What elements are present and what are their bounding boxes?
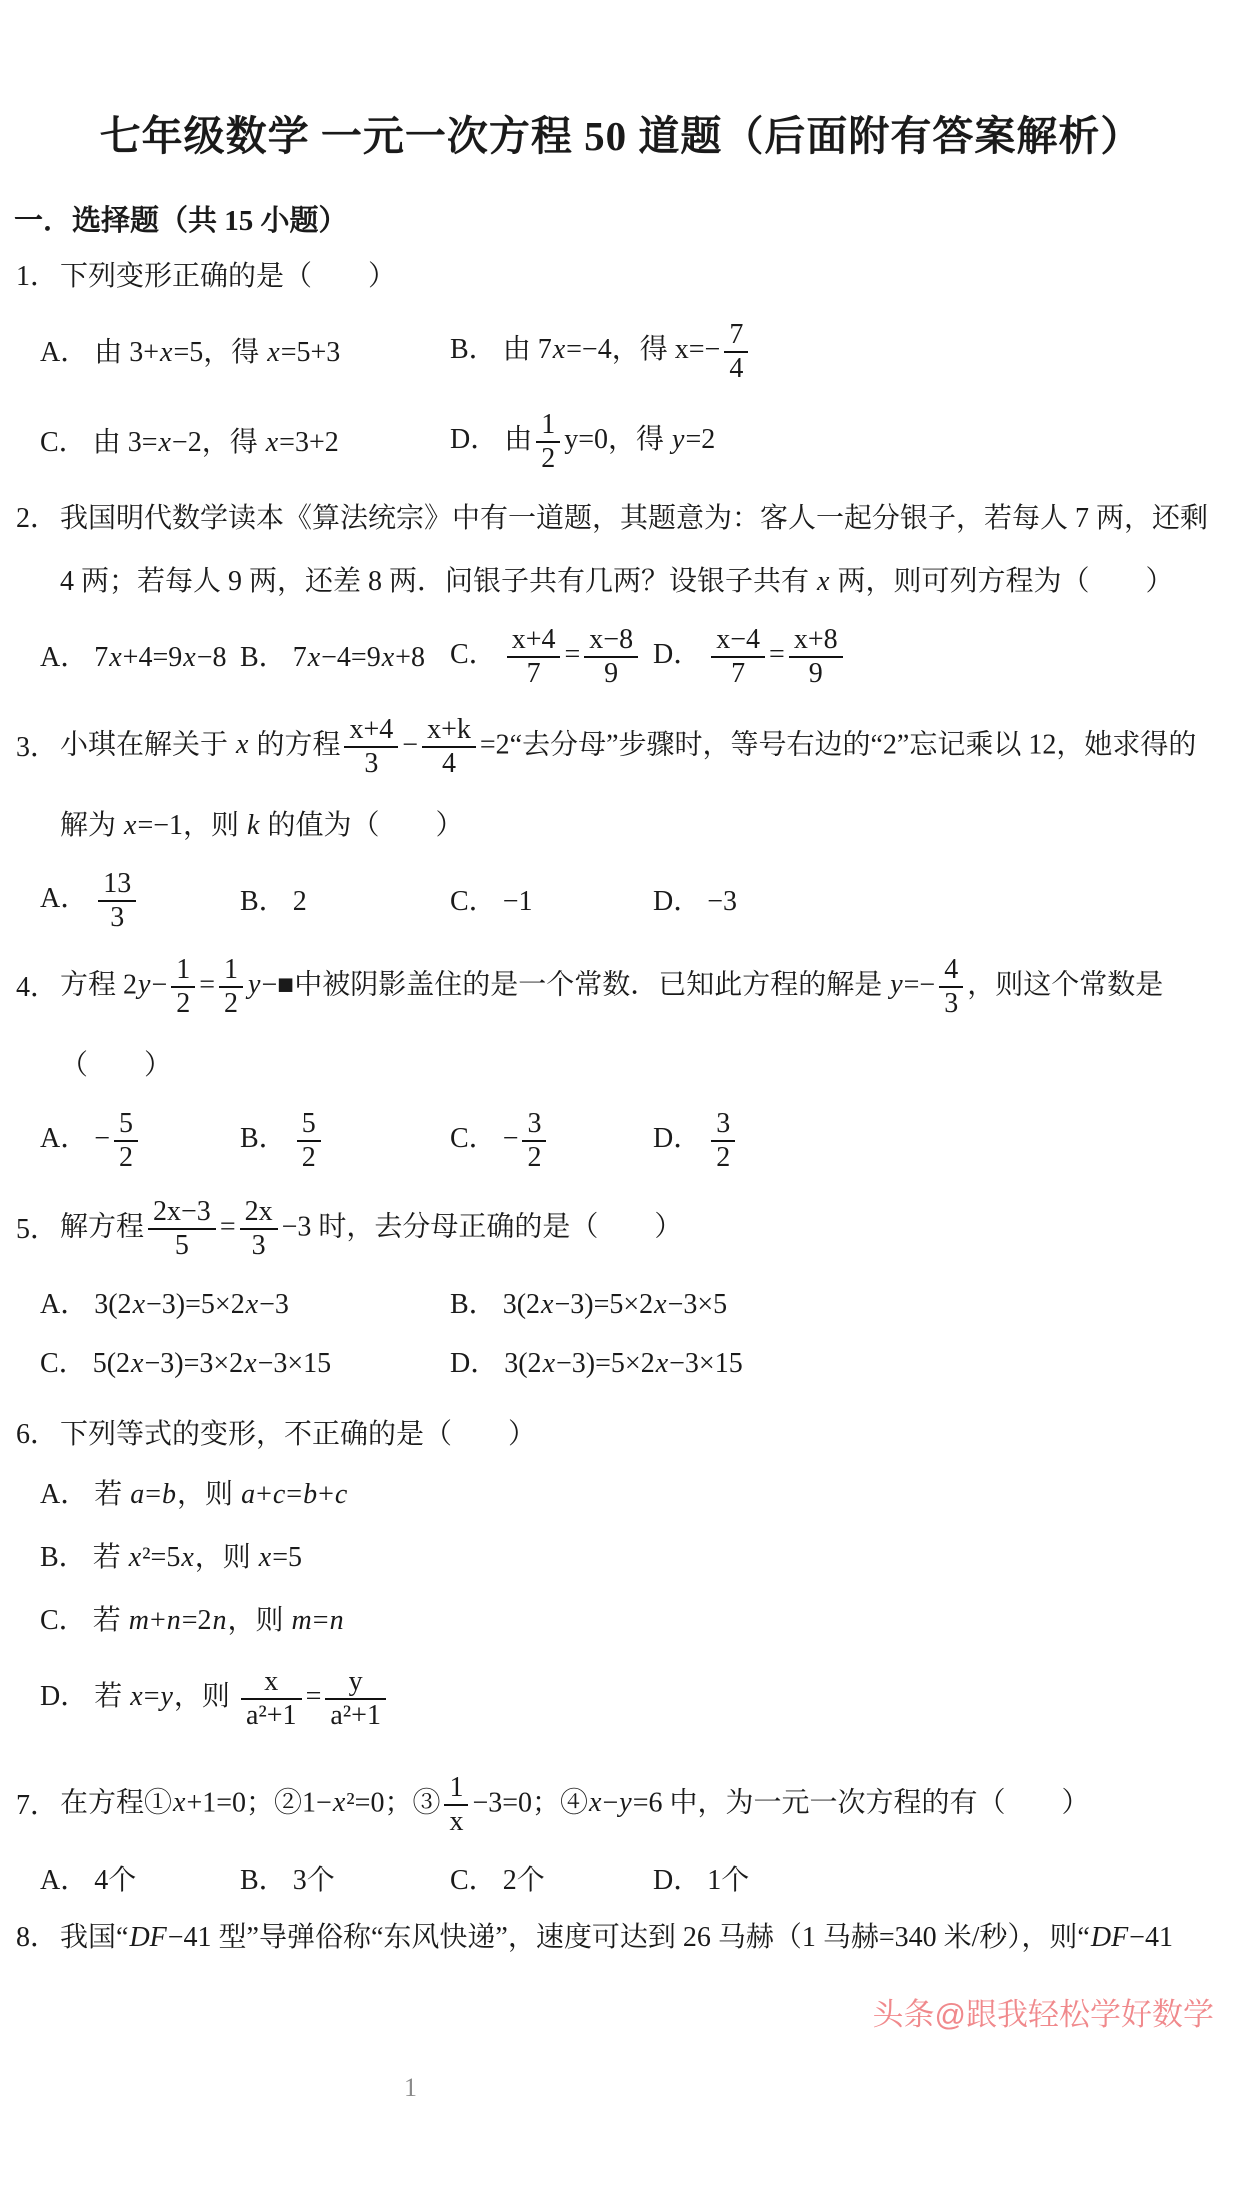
question-number: 6． bbox=[16, 1419, 59, 1450]
option-content bbox=[707, 1108, 739, 1173]
fraction-numerator: 5 bbox=[301, 1108, 316, 1139]
math-variable: n bbox=[212, 1605, 227, 1636]
option-label: D． bbox=[40, 1681, 89, 1713]
option-content: −3 bbox=[707, 885, 738, 917]
fraction-numerator: 2x bbox=[244, 1196, 273, 1227]
math-variable: x bbox=[655, 1348, 669, 1379]
fraction-denominator: a²+1 bbox=[241, 1698, 302, 1731]
option-a bbox=[40, 641, 240, 674]
option-label: B． bbox=[450, 334, 497, 366]
fraction-denominator: 7 bbox=[711, 656, 765, 689]
math-variable: x bbox=[183, 641, 196, 673]
question-stem: 我国“DF−41 型”导弹俗称“东风快递”，速度可达到 26 马赫（1 马赫=340 米/秒），则“DF−41 bbox=[60, 1922, 1173, 1953]
option-content bbox=[94, 868, 140, 933]
option-label: D． bbox=[653, 1123, 702, 1155]
fraction-numerator: 4 bbox=[944, 954, 959, 985]
fraction-numerator: 1 bbox=[541, 409, 556, 440]
section-heading: 一．选择题（共 15 小题） bbox=[14, 205, 348, 237]
option-content: 3个 bbox=[292, 1865, 335, 1896]
options-grid bbox=[40, 869, 1216, 933]
fraction-denominator: 2 bbox=[711, 1140, 735, 1173]
option-a bbox=[40, 336, 450, 369]
fraction-denominator: 3 bbox=[344, 746, 398, 779]
fraction-denominator: 5 bbox=[148, 1228, 216, 1261]
option-d bbox=[450, 1347, 1216, 1380]
question-stem: 在方程①x+1=0；②1−x²=0；③ $\frac{1}{x}$ −3=0；④x−y=6 中，为一元一次方程的有（ ） bbox=[60, 1772, 1090, 1837]
option-content: 由 $\frac{1}{2}$ y=0，得 y=2 bbox=[504, 409, 716, 474]
fraction-denominator: 3 bbox=[240, 1228, 278, 1261]
fraction-numerator: x+k bbox=[427, 714, 471, 745]
options-grid bbox=[40, 1864, 1216, 1897]
math-variable: c bbox=[272, 1479, 286, 1510]
options-list bbox=[40, 1478, 1216, 1731]
option-d bbox=[40, 1667, 1216, 1731]
option-a bbox=[40, 1478, 1216, 1511]
question-stem: 我国明代数学读本《算法统宗》中有一道题，其题意为：客人一起分银子，若每人 7 两，还剩 bbox=[60, 503, 1209, 534]
option-label: A． bbox=[40, 641, 89, 673]
math-variable: x bbox=[181, 1542, 194, 1573]
fraction-denominator: 3 bbox=[939, 986, 963, 1019]
math-variable: x bbox=[132, 1289, 145, 1320]
math-variable: x bbox=[128, 1542, 142, 1573]
math-variable: x bbox=[307, 641, 321, 673]
question-stem-line-2: 4 两；若每人 9 两，还差 8 两．问银子共有几两？设银子共有 x 两，则可列方程为（ ） bbox=[60, 566, 1174, 597]
option-c bbox=[450, 1864, 653, 1897]
fraction bbox=[711, 625, 765, 689]
question-7 bbox=[16, 1773, 1216, 1897]
option-c bbox=[40, 426, 450, 459]
option-content: 1个 bbox=[707, 1865, 750, 1896]
fraction-denominator: 7 bbox=[507, 656, 561, 689]
option-b bbox=[450, 320, 1216, 384]
fraction bbox=[325, 1667, 386, 1731]
option-content bbox=[293, 1108, 325, 1173]
option-c bbox=[450, 885, 653, 918]
option-a bbox=[40, 1864, 240, 1897]
math-variable: a bbox=[130, 1479, 145, 1510]
math-variable: x bbox=[541, 1289, 554, 1320]
option-label: C． bbox=[450, 885, 497, 917]
option-label: C． bbox=[40, 1605, 87, 1636]
fraction bbox=[98, 869, 136, 933]
page-number: 1 bbox=[404, 2073, 417, 2102]
option-content: 由 7x=−4，得 x=− $\frac{7}{4}$ bbox=[503, 334, 753, 365]
option-d bbox=[653, 625, 1216, 689]
question-8 bbox=[16, 1921, 1216, 1954]
fraction-denominator: 9 bbox=[584, 656, 638, 689]
option-a bbox=[40, 1288, 450, 1321]
math-variable: b bbox=[303, 1479, 318, 1510]
option-label: A． bbox=[40, 883, 89, 915]
math-variable: m bbox=[291, 1605, 312, 1636]
option-content: 由 3=x−2，得 x=3+2 bbox=[92, 426, 339, 458]
fraction-denominator: 4 bbox=[724, 351, 748, 384]
math-variable: n bbox=[166, 1605, 181, 1636]
question-stem: 小琪在解关于 x 的方程 $\frac{x+4}{3}$ − $\frac{x+k}{4}$ =2“去分母”步骤时，等号右边的“2”忘记乘以 12，她求得的 bbox=[60, 714, 1197, 779]
option-c bbox=[40, 1347, 450, 1380]
option-label: B． bbox=[240, 641, 287, 673]
math-variable: x bbox=[552, 334, 566, 366]
option-content: 若 a=b，则 a+c=b+c bbox=[94, 1479, 348, 1510]
option-b bbox=[240, 1109, 450, 1173]
math-variable: x bbox=[124, 810, 137, 841]
math-variable: DF bbox=[1090, 1922, 1129, 1953]
option-content: 若 m+n=2n，则 m=n bbox=[92, 1605, 344, 1636]
option-content: 由 3+x=5，得 x=5+3 bbox=[94, 336, 341, 368]
option-label: C． bbox=[40, 1348, 87, 1379]
math-variable: x bbox=[158, 426, 171, 458]
question-6 bbox=[16, 1418, 1216, 1731]
option-label: C． bbox=[450, 639, 497, 671]
question-number: 8． bbox=[16, 1922, 59, 1953]
options-grid bbox=[40, 1109, 1216, 1173]
fraction-numerator: 5 bbox=[119, 1108, 134, 1139]
fraction bbox=[711, 1109, 735, 1173]
option-b bbox=[240, 641, 450, 674]
fraction bbox=[724, 320, 748, 384]
options-grid bbox=[40, 320, 1216, 474]
question-stem-line-2: （ ） bbox=[60, 1050, 173, 1081]
fraction bbox=[536, 410, 560, 474]
fraction-numerator: x+4 bbox=[511, 624, 556, 655]
option-b bbox=[40, 1541, 1216, 1574]
option-content: − $\frac{5}{2}$ bbox=[94, 1123, 142, 1154]
option-content: 5(2x−3)=3×2x−3×15 bbox=[92, 1348, 332, 1379]
option-a bbox=[40, 869, 240, 933]
math-variable: y bbox=[160, 1681, 173, 1713]
math-variable: x bbox=[245, 1289, 259, 1320]
fraction-numerator: 7 bbox=[729, 319, 744, 350]
fraction bbox=[297, 1109, 321, 1173]
question-2 bbox=[16, 502, 1216, 689]
fraction bbox=[219, 955, 243, 1019]
option-content: 若 x²=5x，则 x=5 bbox=[92, 1542, 303, 1573]
math-variable: y bbox=[619, 1787, 632, 1819]
fraction-numerator: 1 bbox=[224, 954, 239, 985]
option-label: D． bbox=[450, 1348, 499, 1379]
fraction-denominator: 9 bbox=[789, 656, 843, 689]
math-variable: n bbox=[329, 1605, 344, 1636]
math-variable: y bbox=[248, 969, 261, 1001]
option-content: 7x+4=9x−8 bbox=[94, 641, 227, 673]
math-variable: DF bbox=[129, 1922, 167, 1953]
math-variable: c bbox=[334, 1479, 348, 1510]
math-variable: x bbox=[589, 1787, 602, 1819]
option-a bbox=[40, 1109, 240, 1173]
fraction-numerator: 3 bbox=[716, 1108, 731, 1139]
fraction bbox=[939, 955, 963, 1019]
question-number: 2． bbox=[16, 503, 59, 534]
option-content: 2个 bbox=[502, 1865, 545, 1896]
fraction bbox=[507, 625, 561, 689]
fraction bbox=[444, 1773, 468, 1837]
options-grid bbox=[40, 1288, 1216, 1380]
math-variable: x bbox=[817, 566, 830, 597]
option-label: B． bbox=[240, 1123, 287, 1155]
question-stem: 方程 2y− $\frac{1}{2}$ = $\frac{1}{2}$ y−■中被阴影盖住的是一个常数．已知此方程的解是 y=− $\frac{4}{3}$ ，则这个常数是 bbox=[60, 954, 1164, 1019]
math-variable: x bbox=[109, 641, 122, 673]
option-label: A． bbox=[40, 1479, 89, 1510]
option-d bbox=[450, 410, 1216, 474]
option-b bbox=[240, 1864, 450, 1897]
fraction bbox=[422, 715, 476, 779]
math-variable: x bbox=[258, 1542, 272, 1573]
math-variable: x bbox=[173, 1787, 186, 1819]
question-stem: 解方程 $\frac{2x-3}{5}$ = $\frac{2x}{3}$ −3 时，去分母正确的是（ ） bbox=[60, 1196, 683, 1261]
fraction-numerator: x+4 bbox=[349, 714, 394, 745]
math-variable: x bbox=[236, 729, 249, 761]
math-variable: x bbox=[654, 1289, 667, 1320]
option-content: 3(2x−3)=5×2x−3×15 bbox=[504, 1348, 743, 1379]
fraction-numerator: y bbox=[348, 1666, 363, 1697]
option-content: 2 bbox=[292, 885, 307, 917]
question-number: 4． bbox=[16, 972, 59, 1003]
fraction bbox=[171, 955, 195, 1019]
fraction-denominator: 2 bbox=[219, 986, 243, 1019]
option-c bbox=[450, 625, 653, 689]
math-variable: a bbox=[241, 1479, 256, 1510]
option-label: B． bbox=[450, 1289, 497, 1320]
question-5 bbox=[16, 1197, 1216, 1380]
fraction-denominator: a²+1 bbox=[325, 1698, 386, 1731]
fraction bbox=[114, 1109, 138, 1173]
options-grid bbox=[40, 625, 1216, 689]
option-content: −1 bbox=[502, 885, 533, 917]
option-b bbox=[450, 1288, 1216, 1321]
math-variable: x bbox=[131, 1348, 144, 1379]
option-b bbox=[240, 885, 450, 918]
option-c bbox=[40, 1604, 1216, 1637]
question-stem: 下列变形正确的是（ ） bbox=[60, 261, 397, 292]
fraction-denominator: 2 bbox=[297, 1140, 321, 1173]
math-variable: x bbox=[267, 336, 280, 368]
question-1 bbox=[16, 260, 1216, 474]
fraction bbox=[522, 1109, 546, 1173]
fraction-denominator: 2 bbox=[171, 986, 195, 1019]
option-c bbox=[450, 1109, 653, 1173]
option-label: C． bbox=[40, 426, 87, 458]
question-stem: 下列等式的变形，不正确的是（ ） bbox=[60, 1419, 537, 1450]
math-variable: x bbox=[130, 1681, 143, 1713]
option-content: $\frac{x-4}{7}$ = $\frac{x+8}{9}$ bbox=[707, 639, 846, 670]
fraction-numerator: x bbox=[264, 1666, 279, 1697]
fraction-denominator: 2 bbox=[536, 441, 560, 474]
option-label: D． bbox=[450, 424, 499, 456]
math-variable: x bbox=[160, 336, 173, 368]
fraction-numerator: 1 bbox=[449, 1772, 464, 1803]
watermark: 头条@跟我轻松学好数学 bbox=[872, 1997, 1214, 2032]
option-label: C． bbox=[450, 1865, 497, 1896]
option-label: A． bbox=[40, 1865, 89, 1896]
option-label: D． bbox=[653, 639, 702, 671]
fraction-denominator: 4 bbox=[422, 746, 476, 779]
math-variable: x bbox=[265, 426, 279, 458]
math-variable: y bbox=[890, 969, 903, 1001]
option-label: B． bbox=[240, 1865, 287, 1896]
math-variable: y bbox=[138, 969, 151, 1001]
option-label: A． bbox=[40, 1289, 89, 1320]
fraction-numerator: x−4 bbox=[716, 624, 761, 655]
fraction bbox=[241, 1667, 302, 1731]
option-label: D． bbox=[653, 885, 702, 917]
fraction-numerator: 13 bbox=[103, 868, 132, 899]
option-d bbox=[653, 1864, 1216, 1897]
fraction bbox=[148, 1197, 216, 1261]
math-variable: x bbox=[244, 1348, 257, 1379]
page-title: 七年级数学 一元一次方程 50 道题（后面附有答案解析） bbox=[99, 113, 1143, 159]
fraction-denominator: x bbox=[444, 1804, 468, 1837]
fraction-numerator: x−8 bbox=[589, 624, 634, 655]
math-variable: x bbox=[381, 641, 395, 673]
option-d bbox=[653, 1109, 1216, 1173]
question-4 bbox=[16, 955, 1216, 1173]
math-variable: y bbox=[672, 424, 685, 456]
fraction bbox=[240, 1197, 278, 1261]
option-content: $\frac{x+4}{7}$ = $\frac{x-8}{9}$ bbox=[503, 639, 642, 670]
fraction bbox=[789, 625, 843, 689]
fraction bbox=[584, 625, 638, 689]
question-3 bbox=[16, 715, 1216, 933]
option-d bbox=[653, 885, 1216, 918]
question-number: 1． bbox=[16, 261, 59, 292]
math-variable: x bbox=[332, 1787, 346, 1819]
question-number: 3． bbox=[16, 732, 59, 763]
math-variable: m bbox=[128, 1605, 149, 1636]
option-content: 若 x=y，则 $\frac{x}{\text{a²+1}}$ = $\frac{y}{\text{a²+1}}$ bbox=[94, 1681, 390, 1712]
option-content: 3(2x−3)=5×2x−3×5 bbox=[502, 1289, 728, 1320]
math-variable: k bbox=[247, 810, 260, 841]
math-variable: x bbox=[542, 1348, 555, 1379]
fraction-numerator: 1 bbox=[176, 954, 191, 985]
fraction bbox=[344, 715, 398, 779]
option-label: B． bbox=[240, 885, 287, 917]
fraction-denominator: 2 bbox=[114, 1140, 138, 1173]
fraction-denominator: 3 bbox=[98, 900, 136, 933]
option-content: − $\frac{3}{2}$ bbox=[503, 1123, 551, 1154]
question-number: 7． bbox=[16, 1790, 59, 1821]
option-content: 3(2x−3)=5×2x−3 bbox=[94, 1289, 289, 1320]
option-content: 4个 bbox=[94, 1865, 137, 1896]
option-label: A． bbox=[40, 1123, 89, 1155]
option-label: C． bbox=[450, 1123, 497, 1155]
option-label: B． bbox=[40, 1542, 87, 1573]
fraction-denominator: 2 bbox=[522, 1140, 546, 1173]
question-number: 5． bbox=[16, 1214, 59, 1245]
option-label: D． bbox=[653, 1865, 702, 1896]
fraction-numerator: 2x−3 bbox=[153, 1196, 211, 1227]
fraction-numerator: 3 bbox=[527, 1108, 542, 1139]
option-content: 7x−4=9x+8 bbox=[292, 641, 425, 673]
fraction-numerator: x+8 bbox=[793, 624, 838, 655]
question-stem-line-2: 解为 x=−1，则 k 的值为（ ） bbox=[60, 810, 464, 841]
math-variable: b bbox=[162, 1479, 177, 1510]
option-label: A． bbox=[40, 336, 89, 368]
